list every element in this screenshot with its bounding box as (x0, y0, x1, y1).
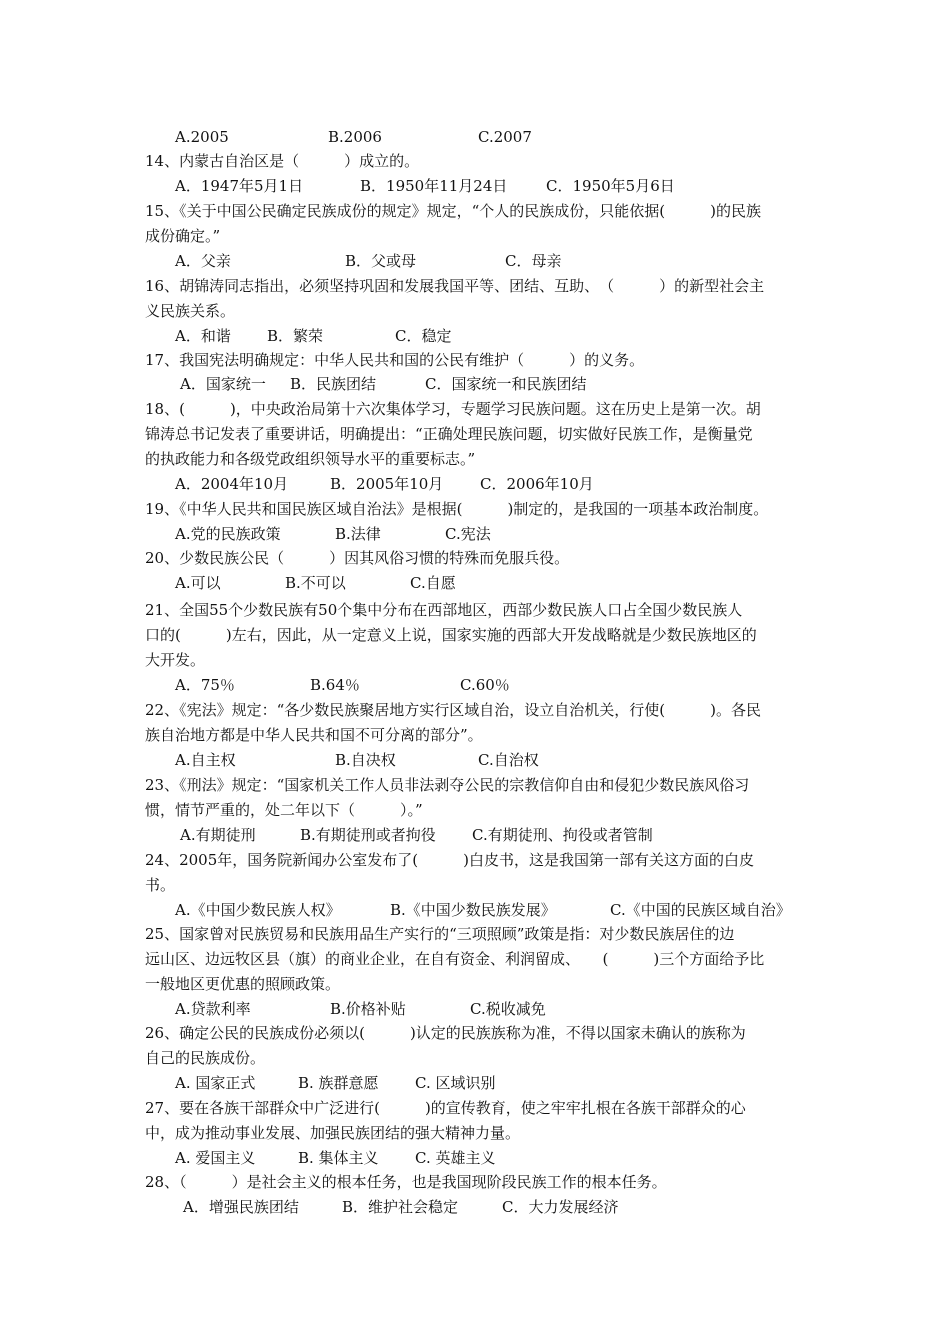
q22-option-b: B.自决权 (335, 751, 396, 769)
q24-text-line1: 24、2005年，国务院新闻办公室发布了( )白皮书，这是我国第一部有关这方面的白皮 (145, 851, 754, 869)
q22-text-line2: 族自治地方都是中华人民共和国不可分离的部分”。 (145, 726, 483, 744)
q22-option-a: A.自主权 (175, 751, 236, 769)
q28-option-c: C．大力发展经济 (502, 1198, 619, 1216)
q15-option-a: A．父亲 (175, 252, 231, 270)
q19-option-a: A.党的民族政策 (175, 525, 281, 543)
q24-option-b: B.《中国少数民族发展》 (390, 901, 556, 919)
q14-text: 14、内蒙古自治区是（ ）成立的。 (145, 152, 420, 170)
q20-option-c: C.自愿 (410, 574, 456, 592)
q17-option-b: B．民族团结 (290, 375, 377, 393)
q27-option-a: A. 爱国主义 (175, 1149, 256, 1167)
q20-option-b: B.不可以 (285, 574, 346, 592)
q21-text-line2: 口的( )左右，因此，从一定意义上说，国家实施的西部大开发战略就是少数民族地区的 (145, 626, 757, 644)
q23-option-a: A.有期徒刑 (180, 826, 256, 844)
q16-text-line1: 16、胡锦涛同志指出，必须坚持巩固和发展我国平等、团结、互助、 （ ）的新型社会主 (145, 277, 765, 295)
q24-text-line2: 书。 (145, 876, 176, 894)
q23-option-b: B.有期徒刑或者拘役 (300, 826, 436, 844)
q25-text-line3: 一般地区更优惠的照顾政策。 (145, 975, 341, 993)
q13-option-c: C.2007 (478, 128, 532, 146)
q18-text-line3: 的执政能力和各级党政组织领导水平的重要标志。” (145, 450, 476, 468)
q25-text-line1: 25、国家曾对民族贸易和民族用品生产实行的“三项照顾”政策是指：对少数民族居住的边 (145, 925, 735, 943)
q21-text-line1: 21、全国55个少数民族有50个集中分布在西部地区，西部少数民族人口占全国少数民族人 (145, 601, 743, 619)
q26-option-b: B. 族群意愿 (298, 1074, 379, 1092)
q16-text-line2: 义民族关系。 (145, 302, 236, 320)
q22-text-line1: 22、《宪法》规定：“各少数民族聚居地方实行区域自治，设立自治机关，行使( )。各民 (145, 701, 761, 719)
q26-option-c: C. 区域识别 (415, 1074, 496, 1092)
q26-option-a: A. 国家正式 (175, 1074, 256, 1092)
q15-option-c: C．母亲 (505, 252, 562, 270)
q18-option-a: A．2004年10月 (175, 475, 289, 493)
q21-text-line3: 大开发。 (145, 651, 206, 669)
q27-option-b: B. 集体主义 (298, 1149, 379, 1167)
q27-option-c: C. 英雄主义 (415, 1149, 496, 1167)
q24-option-c: C.《中国的民族区域自治》 (610, 901, 791, 919)
q25-option-a: A.贷款利率 (175, 1000, 251, 1018)
q14-option-c: C．1950年5月6日 (546, 177, 675, 195)
q27-text-line2: 中，成为推动事业发展、加强民族团结的强大精神力量。 (145, 1124, 521, 1142)
q23-option-c: C.有期徒刑、拘役或者管制 (472, 826, 653, 844)
q18-option-c: C．2006年10月 (480, 475, 594, 493)
q16-option-c: C．稳定 (395, 327, 452, 345)
q18-text-line1: 18、( )，中央政治局第十六次集体学习，专题学习民族问题。这在历史上是第一次。胡 (145, 400, 761, 418)
q28-text: 28、（ ）是社会主义的根本任务，也是我国现阶段民族工作的根本任务。 (145, 1173, 667, 1191)
q17-text: 17、我国宪法明确规定：中华人民共和国的公民有维护（ ）的义务。 (145, 351, 645, 369)
q28-option-b: B．维护社会稳定 (342, 1198, 459, 1216)
q20-text: 20、少数民族公民（ ）因其风俗习惯的特殊而免服兵役。 (145, 549, 570, 567)
q27-text-line1: 27、要在各族干部群众中广泛进行( )的宣传教育，使之牢牢扎根在各族干部群众的心 (145, 1099, 746, 1117)
q25-option-b: B.价格补贴 (330, 1000, 406, 1018)
q16-option-a: A．和谐 (175, 327, 231, 345)
q15-option-b: B．父或母 (345, 252, 417, 270)
q28-option-a: A．增强民族团结 (183, 1198, 299, 1216)
q22-option-c: C.自治权 (478, 751, 539, 769)
q26-text-line1: 26、确定公民的民族成份必须以( )认定的民族族称为准，不得以国家未确认的族称为 (145, 1024, 746, 1042)
q13-option-b: B.2006 (328, 128, 382, 146)
q19-option-b: B.法律 (335, 525, 381, 543)
q25-text-line2: 远山区、边远牧区县（旗）的商业企业，在自有资金、利润留成、 ( )三个方面给予比 (145, 950, 765, 968)
q15-text-line1: 15、《关于中国公民确定民族成份的规定》规定，“个人的民族成份，只能依据( )的民族 (145, 202, 761, 220)
q19-option-c: C.宪法 (445, 525, 491, 543)
q21-option-b: B.64％ (310, 676, 360, 694)
q23-text-line2: 惯，情节严重的，处二年以下（ ）。” (145, 801, 423, 819)
q17-option-c: C．国家统一和民族团结 (425, 375, 587, 393)
q20-option-a: A.可以 (175, 574, 221, 592)
q25-option-c: C.税收减免 (470, 1000, 546, 1018)
q21-option-a: A．75％ (175, 676, 235, 694)
q14-option-b: B．1950年11月24日 (360, 177, 508, 195)
q21-option-c: C.60％ (460, 676, 510, 694)
q24-option-a: A.《中国少数民族人权》 (175, 901, 341, 919)
q15-text-line2: 成份确定。” (145, 227, 221, 245)
q23-text-line1: 23、《刑法》规定：“国家机关工作人员非法剥夺公民的宗教信仰自由和侵犯少数民族风俗习 (145, 776, 750, 794)
q18-option-b: B．2005年10月 (330, 475, 444, 493)
q18-text-line2: 锦涛总书记发表了重要讲话，明确提出：“正确处理民族问题，切实做好民族工作，是衡量党 (145, 425, 753, 443)
q19-text: 19、《中华人民共和国民族区域自治法》是根据( )制定的，是我国的一项基本政治制度。 (145, 500, 769, 518)
q17-option-a: A．国家统一 (180, 375, 266, 393)
q14-option-a: A．1947年5月1日 (175, 177, 304, 195)
q26-text-line2: 自己的民族成份。 (145, 1049, 266, 1067)
q13-option-a: A.2005 (175, 128, 229, 146)
q16-option-b: B．繁荣 (267, 327, 324, 345)
